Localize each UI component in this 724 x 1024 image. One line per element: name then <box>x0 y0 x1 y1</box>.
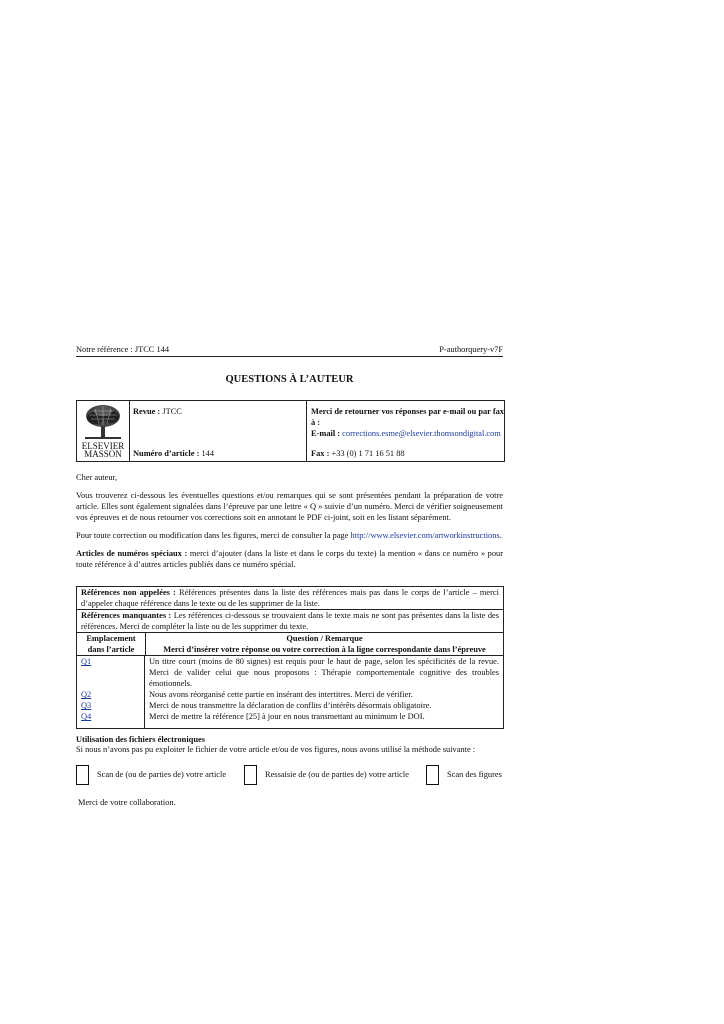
figures-text: Pour toute correction ou modification dans les figures, merci de consulter la page <box>76 531 349 540</box>
article-number-value: 144 <box>201 449 215 458</box>
files-heading-text: Utilisation des fichiers électroniques <box>76 735 205 744</box>
figures-end: . <box>499 531 502 540</box>
spacer <box>81 667 144 689</box>
query-texts-column <box>145 656 503 728</box>
document-code: P-authorquery-v7F <box>439 345 503 354</box>
query-link-q2[interactable]: Q2 <box>81 690 92 699</box>
table-header <box>77 633 503 656</box>
scan-figures-label: Scan des figures <box>447 770 502 779</box>
query-link-q1[interactable]: Q1 <box>81 657 92 666</box>
missing-references-text: Les références ci-dessous se trouvaient dans le texte mais ne sont pas présentes dans la liste des références. Merci de compléter la liste ou de les supprimer du texte. <box>81 611 500 631</box>
running-header <box>76 344 503 357</box>
question-header-line2: Merci d’insérer votre réponse ou votre correction à la ligne correspondante dans l’épreuve <box>163 645 486 654</box>
files-intro: Si nous n’avons pas pu exploiter le fichier de votre article et/ou de vos figures, nous avons utilisé la méthode suivante : <box>76 745 476 754</box>
logo-text-elsevier: ELSEVIER <box>81 441 125 451</box>
special-issues-text: merci d’ajouter (dans la liste et dans le corps du texte) la mention « dans ce numéro » pour toute référence à d’autres articles publiés dans ce numéro spécial. <box>76 549 503 569</box>
journal-line <box>133 406 182 417</box>
article-number-label: Numéro d’article : <box>133 449 200 458</box>
special-issues-paragraph <box>76 548 503 570</box>
query-ids-column <box>77 656 145 728</box>
email-link[interactable]: corrections.esme@elsevier.thomsondigital.com <box>342 429 501 438</box>
return-instructions <box>311 406 504 428</box>
location-header-line2: dans l’article <box>87 645 135 654</box>
closing-text: Merci de votre collaboration. <box>78 798 176 807</box>
query-link-q4[interactable]: Q4 <box>81 712 92 721</box>
fax-value: +33 (0) 1 71 16 51 88 <box>331 449 405 458</box>
reference-text: Notre référence : JTCC 144 <box>76 345 170 354</box>
scan-article-checkbox[interactable] <box>76 765 89 785</box>
unreferenced-row <box>77 587 503 610</box>
query-text-q2: Nous avons réorganisé cette partie en insérant des intertitres. Merci de vérifier. <box>149 690 413 699</box>
unreferenced-text: Références présentes dans la liste des références mais pas dans le corps de l’article – merci d’appeler chaque référence dans le texte ou de les supprimer de la liste. <box>81 588 499 608</box>
email-line <box>311 428 501 439</box>
info-box <box>76 400 505 462</box>
missing-references-label: Références manquantes : <box>81 611 172 620</box>
query-text-q1: Un titre court (moins de 80 signes) est requis pour le haut de page, selon les spécificités de la revue. Merci de valider celui que nous proposons : Thérapie comportementale cognitive des troubles émotionnels. <box>149 657 499 688</box>
contact-cell <box>306 401 504 461</box>
queries-body <box>77 656 503 728</box>
retype-article-checkbox[interactable] <box>244 765 257 785</box>
publisher-logo <box>77 401 130 461</box>
email-label: E-mail : <box>311 429 341 438</box>
return-label: Merci de retourner vos réponses par e-mail ou par fax à : <box>311 407 504 427</box>
special-issues-label: Articles de numéros spéciaux : <box>76 549 188 558</box>
fax-line <box>311 448 405 459</box>
scan-article-label: Scan de (ou de parties de) votre article <box>97 770 227 779</box>
query-text-q4: Merci de mettre la référence [25] à jour en nous transmettant au minimum le DOI. <box>149 712 425 721</box>
journal-label: Revue : <box>133 407 161 416</box>
article-number-line <box>133 448 214 459</box>
unreferenced-label: Références non appelées : <box>81 588 176 597</box>
queries-table <box>76 586 504 729</box>
artwork-instructions-link[interactable]: http://www.elsevier.com/artworkinstructions <box>350 531 500 540</box>
tree-logo-icon <box>83 403 123 441</box>
question-header-line1: Question / Remarque <box>286 634 363 643</box>
retype-article-label: Ressaisie de (ou de parties de) votre article <box>265 770 409 779</box>
missing-references-row <box>77 610 503 633</box>
query-text-q3: Merci de nous transmettre la déclaration de conflits d’intérêts désormais obligatoire. <box>149 701 432 710</box>
figures-paragraph <box>76 530 503 541</box>
question-column-header <box>146 633 503 655</box>
scan-figures-checkbox[interactable] <box>426 765 439 785</box>
journal-value: JTCC <box>162 407 182 416</box>
location-column-header <box>77 633 146 655</box>
fax-label: Fax : <box>311 449 330 458</box>
logo-text-masson: MASSON <box>84 449 122 459</box>
query-link-q3[interactable]: Q3 <box>81 701 92 710</box>
greeting: Cher auteur, <box>76 473 118 482</box>
intro-paragraph: Vous trouverez ci-dessous les éventuelles questions et/ou remarques qui se sont présentées pendant la préparation de votre article. Elles sont également signalées dans l’épreuve par une lettre « Q » suivie d’un numéro. Merci de vérifier soigneusement vos épreuves et de nous retourner vos corrections soit en annotant le PDF ci-joint, soit en les listant séparément. <box>76 491 503 522</box>
page-title: QUESTIONS À L’AUTEUR <box>225 374 354 385</box>
journal-info-cell <box>129 401 307 461</box>
location-header-line1: Emplacement <box>86 634 136 643</box>
